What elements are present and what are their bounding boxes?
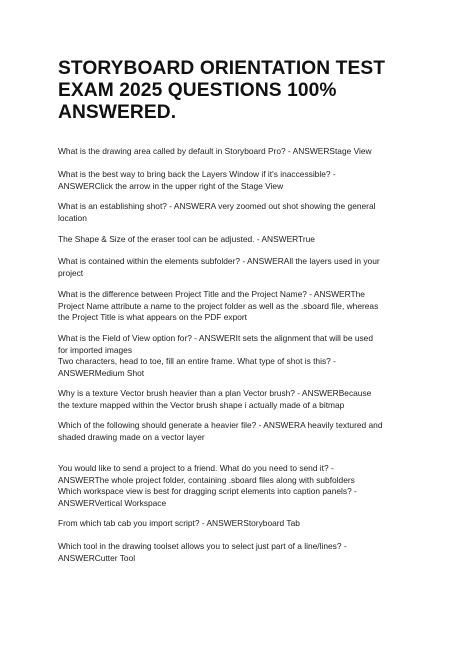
qa-item-6 <box>58 289 432 324</box>
qa-line: You would like to send a project to a friend. What do you need to send it? - <box>58 463 334 473</box>
qa-line: shaded drawing made on a vector layer <box>58 431 205 442</box>
qa-line: What is the drawing area called by default in Storyboard Pro? - ANSWERStage View <box>58 146 372 156</box>
qa-item-2 <box>58 169 432 192</box>
document-title: STORYBOARD ORIENTATION TEST EXAM 2025 QUESTIONS 100% ANSWERED. <box>58 58 386 123</box>
qa-line: for imported images <box>58 344 133 355</box>
qa-item-10 <box>58 463 432 509</box>
qa-item-8 <box>58 388 432 411</box>
qa-line: What is the difference between Project Title and the Project Name? - ANSWERThe <box>58 289 365 299</box>
qa-line: From which tab cab you import script? - ANSWERStoryboard Tab <box>58 518 300 528</box>
qa-line: Which of the following should generate a heavier file? - ANSWERA heavily textured and <box>58 420 383 430</box>
qa-item-9 <box>58 420 432 443</box>
qa-line: ANSWERThe whole project folder, containing .sboard files along with subfolders <box>58 474 355 485</box>
qa-item-4 <box>58 234 432 246</box>
qa-item-5 <box>58 256 432 279</box>
qa-item-11 <box>58 518 432 530</box>
qa-line: Which tool in the drawing toolset allows you to select just part of a line/lines? - <box>58 541 347 551</box>
qa-line: the texture mapped within the Vector brush shape i actually made of a bitmap <box>58 399 345 410</box>
qa-line: ANSWERVertical Workspace <box>58 497 167 508</box>
qa-line: The Shape & Size of the eraser tool can be adjusted. - ANSWERTrue <box>58 234 315 244</box>
qa-line: Two characters, head to toe, fill an entire frame. What type of shot is this? - <box>58 356 336 367</box>
qa-line: project <box>58 267 84 278</box>
qa-line: What is contained within the elements subfolder? - ANSWERAll the layers used in your <box>58 256 380 266</box>
qa-item-7 <box>58 333 432 379</box>
qa-line: ANSWERClick the arrow in the upper right of the Stage View <box>58 180 284 191</box>
qa-line: What is the Field of View option for? - ANSWERIt sets the alignment that will be used <box>58 333 373 343</box>
qa-item-3 <box>58 201 432 224</box>
qa-line: Project Name attribute a name to the project folder as well as the .sboard file, whereas <box>58 300 379 311</box>
qa-item-1 <box>58 146 432 158</box>
qa-item-12 <box>58 541 432 564</box>
qa-line: ANSWERMedium Shot <box>58 367 145 378</box>
qa-line: ANSWERCutter Tool <box>58 552 136 563</box>
qa-line: location <box>58 212 87 223</box>
qa-line: Which workspace view is best for dragging script elements into caption panels? - <box>58 486 357 497</box>
qa-line: What is an establishing shot? - ANSWERA very zoomed out shot showing the general <box>58 201 376 211</box>
qa-line: the Project Title is what appears on the PDF export <box>58 312 247 323</box>
qa-line: What is the best way to bring back the Layers Window if it's inaccessible? - <box>58 169 336 179</box>
qa-line: Why is a texture Vector brush heavier than a plan Vector brush? - ANSWERBecause <box>58 388 372 398</box>
